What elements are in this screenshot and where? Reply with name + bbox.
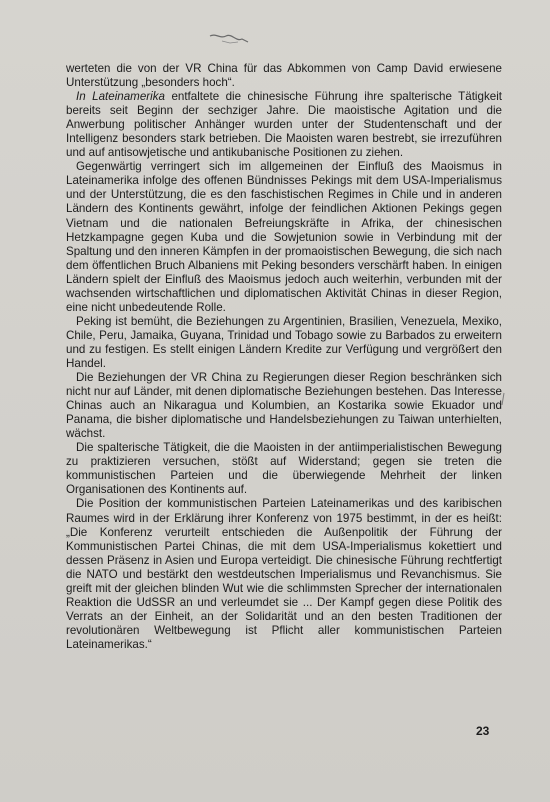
paragraph: [66, 315, 502, 371]
paragraph: [66, 90, 502, 160]
section-lead: In Lateinamerika: [76, 90, 165, 104]
paragraph-text: Gegenwärtig verringert sich im allgemeinen der Einfluß des Maoismus in Lateinamerika infolge des offenen Bündnisses Pekings mit dem USA-Imperialismus und der Unterstützung, die es den faschistischen Regimes in Chile und in anderen Ländern des Kontinents gewährt, infolge der feindlichen Aktionen Pekings gegen Vietnam und die nationalen Befreiungskräfte in Afrika, der chinesischen Hetzkampagne gegen Kuba und die Sowjetunion sowie in Verbindung mit der Spaltung und den inneren Kämpfen in der promaoistischen Bewegung, die sich nach dem öffentlichen Bruch Albaniens mit Peking besonders verschärft haben. In einigen Ländern spielt der Einfluß des Maoismus jedoch auch weiterhin, verbunden mit der wachsenden wirtschaftlichen und diplomatischen Aktivität Chinas in dieser Region, eine nicht unbedeutende Rolle.: [66, 160, 502, 314]
page-number: 23: [476, 724, 490, 738]
paragraph: [66, 62, 502, 90]
pencil-scribble-mark: [208, 30, 252, 48]
body-text: [66, 62, 502, 652]
paragraph: [66, 497, 502, 652]
paragraph-text: Die spalterische Tätigkeit, die die Maoisten in der antiimperialistischen Bewegung zu praktizieren versuchen, stößt auf Widerstand; gegen sie treten die kommunistischen Parteien und die überwiegende Mehrheit der linken Organisationen des Kontinents auf.: [66, 441, 502, 497]
paragraph: [66, 160, 502, 315]
paragraph-text: Die Position der kommunistischen Parteien Lateinamerikas und des karibischen Raumes wird in der Erklärung ihrer Konferenz von 1975 bestimmt, in der es heißt: „Die Konferenz verurteilt entschieden die Außenpolitik der Führung der Kommunistischen Partei Chinas, die mit dem USA-Imperialismus kokettiert und dessen Präsenz in Asien und Europa verteidigt. Die chinesische Führung rechtfertigt die NATO und bestärkt den westdeutschen Imperialismus und Revanchismus. Sie greift mit der gleichen blinden Wut wie die schlimmsten Sprecher der internationalen Reaktion die UdSSR an und verleumdet sie ... Der Kampf gegen diese Politik des Verrats an der Einheit, an der Solidarität und an den besten Traditionen der revolutionären Weltbewegung ist Pflicht aller kommunistischen Parteien Lateinamerikas.“: [66, 497, 502, 651]
paragraph-text: Die Beziehungen der VR China zu Regierungen dieser Region beschränken sich nicht nur auf Länder, mit denen diplomatische Beziehungen bestehen. Das Interesse Chinas auch an Nikaragua und Kolumbien, an Kostarika sowie Ekuador und Panama, die bisher diplomatische und Handelsbeziehungen zu Taiwan unterhielten, wächst.: [66, 371, 502, 441]
paragraph: [66, 441, 502, 497]
paragraph: [66, 371, 502, 441]
paragraph-text: werteten die von der VR China für das Abkommen von Camp David erwiesene Unterstützung „besonders hoch“.: [66, 62, 502, 90]
paragraph-text: Peking ist bemüht, die Beziehungen zu Argentinien, Brasilien, Venezuela, Mexiko, Chile, Peru, Jamaika, Guyana, Trinidad und Tobago sowie zu Barbados zu erweitern und zu festigen. Es stellt einigen Ländern Kredite zur Verfügung und vergrößert den Handel.: [66, 314, 502, 370]
paragraph-text: entfaltete die chinesische Führung ihre spalterische Tätigkeit bereits seit Beginn der sechziger Jahre. Die maoistische Agitation und die Anwerbung politischer Anhänger wurden unter der Studentenschaft und der Intelligenz besonders stark betrieben. Die Maoisten waren bestrebt, sie irrezuführen und auf antisowjetische und antikubanische Positionen zu ziehen.: [66, 90, 502, 160]
